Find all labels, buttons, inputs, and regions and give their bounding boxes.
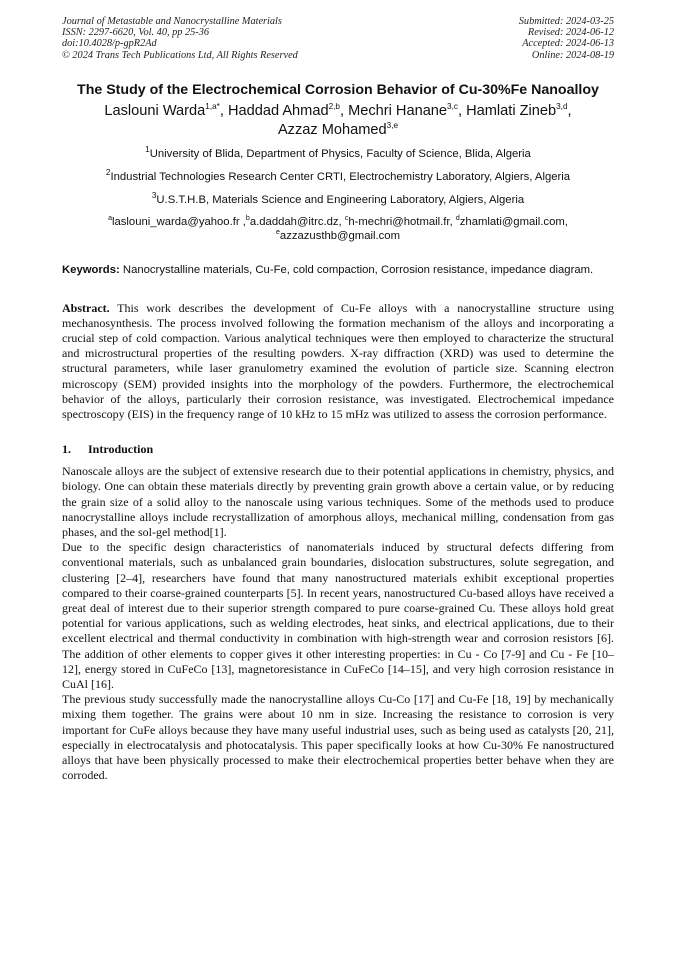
email-link[interactable]: zhamlati@gmail.com,: [459, 215, 568, 228]
author-affiliation-mark: 3,d: [556, 101, 568, 111]
author-name: Hamlati Zineb: [466, 102, 557, 119]
date-accepted: Accepted: 2024-06-13: [522, 38, 614, 50]
journal-copyright: © 2024 Trans Tech Publications Ltd, All Rights Reserved: [62, 49, 298, 61]
author-affiliation-mark: 3,c: [447, 101, 458, 111]
author-emails: $^a$laslouni_warda@yahoo.fr ,$^b$a.daddah@itrc.dz, $^c$h-mechri@hotmail.fr, $^d$zhamlati@gmail.com, $^e$azzazusthb@gmail.com: [108, 215, 568, 242]
journal-doi: doi:10.4028/p-gpR2Ad: [62, 38, 157, 50]
abstract-label: Abstract.: [62, 300, 110, 315]
journal-issn: ISSN: 2297-6620, Vol. 40, pp 25-36: [62, 27, 210, 39]
abstract-text: This work describes the development of Cu-Fe alloys with a nanocrystalline structure using mechanosynthesis. The process involved following the formation mechanism of the alloys and incorporating a crucial step of cold compaction. Various analytical techniques were then employed to characterize the structural and microstructural properties of the resulting powders. X-ray diffraction (XRD) was used to determine the structural parameters, while laser granulometry examined the evolution of particle size. Scanning electron microscopy (SEM) provided insights into the morphology of the powders. Furthermore, the electrochemical behavior of the alloys, particularly their corrosion resistance, was investigated. Electrochemical impedance spectroscopy (EIS) in the frequency range of 10 kHz to 15 mHz was utilized to assess the corrosion performance.: [62, 300, 614, 422]
author-name: Laslouni Warda: [104, 102, 206, 119]
journal-info: [62, 16, 298, 61]
email-link[interactable]: azzazusthb@gmail.com: [279, 229, 400, 242]
date-online: Online: 2024-08-19: [531, 49, 614, 61]
paragraph: Due to the specific design characteristics of nanomaterials induced by structural defects differing from conventional materials, such as unbalanced grain boundaries, dislocation substructures, solute segregation, and clustering [2–4], researchers have found that many nanostructured materials exhibit exceptional properties compared to their coarse-grained counterparts [5]. In recent years, nanostructured Cu-based alloys have received a great deal of interest due to their superior strength compared to pure coarse-grained Cu. These alloys hold great potential for various applications, such as welding electrodes, heat sinks, and electrical applications, due to their excellent electrical and thermal conductivity in combination with high-strength wear and corrosion resistors [6]. The addition of other elements to copper gives it other interesting properties: in Cu - Co [7-9] and Cu - Fe [10–12], energy stored in CuFeCo [13], magnetoresistance in CuFeCo [14–15], and very high corrosion resistance in CuAl [16].: [62, 540, 614, 692]
author-affiliation-mark: 1,a*: [205, 101, 220, 111]
email-link[interactable]: h-mechri@hotmail.fr,: [348, 215, 456, 228]
journal-name: Journal of Metastable and Nanocrystalline Materials: [62, 16, 282, 27]
affiliation-2: $^2$Industrial Technologies Research Center CRTI, Electrochemistry Laboratory, Algiers, Algeria: [105, 168, 571, 183]
keywords-label: Keywords:: [62, 263, 120, 276]
date-revised: Revised: 2024-06-12: [527, 27, 614, 39]
author-affiliation-mark: 2,b: [328, 101, 340, 111]
email-link[interactable]: a.daddah@itrc.dz,: [249, 215, 345, 228]
abstract: [62, 301, 614, 423]
author-name: Azzaz Mohamed: [277, 121, 387, 138]
keywords-text: Nanocrystalline materials, Cu-Fe, cold compaction, Corrosion resistance, impedance diagram.: [119, 263, 594, 276]
paper-title: The Study of the Electrochemical Corrosion Behavior of Cu-30%Fe Nanoalloy: [77, 81, 599, 98]
email-link[interactable]: laslouni_warda@yahoo.fr ,: [111, 215, 246, 228]
author-list: Laslouni Warda$^{1,a*}$, Haddad Ahmad$^{2,b}$, Mechri Hanane$^{3,c}$, Hamlati Zineb$^{3,d}$, Azzaz Mohamed$^{3,e}$: [104, 101, 572, 138]
section-number: 1.: [62, 442, 71, 457]
introduction-body: [62, 464, 614, 783]
paragraph: The previous study successfully made the nanocrystalline alloys Cu-Co [17] and Cu-Fe [18, 19] by mechanically mixing them together. The grains were about 10 nm in size. Increasing the resistance to corrosion is very important for CuFe alloys because they have many useful industrial uses, such as being used as catalysts [20, 21], especially in electrocatalysis and photocatalysis. This paper specifically looks at how Cu-30% Fe nanostructured alloys that have been physically processed to make their electrochemical properties better behave when they are corroded.: [62, 692, 614, 783]
section-heading: [62, 442, 614, 457]
author-name: Haddad Ahmad: [227, 102, 329, 119]
paper-page: [62, 16, 614, 784]
affiliation-3: $^3$U.S.T.H.B, Materials Science and Engineering Laboratory, Algiers, Algeria: [151, 191, 525, 206]
date-submitted: Submitted: 2024-03-25: [518, 16, 614, 27]
affiliation-1: $^1$University of Blida, Department of Physics, Faculty of Science, Blida, Algeria: [145, 145, 531, 160]
paragraph: Nanoscale alloys are the subject of extensive research due to their potential applications in chemistry, physics, and biology. One can obtain these materials directly by preventing grain growth above a certain value, or by reducing the grain size of a solid alloy to the nanoscale using various techniques. Some of the methods used to produce nanocrystalline alloys include recrystallization of amorphous alloys, mechanical milling, condensation from gas phases, and the sol-gel method[1].: [62, 464, 614, 540]
author-affiliation-mark: 3,e: [386, 120, 399, 130]
author-name: Mechri Hanane: [348, 102, 448, 119]
keywords: [62, 263, 614, 278]
journal-header: [62, 16, 614, 61]
section-title: Introduction: [88, 442, 154, 457]
publication-dates: [519, 16, 614, 61]
